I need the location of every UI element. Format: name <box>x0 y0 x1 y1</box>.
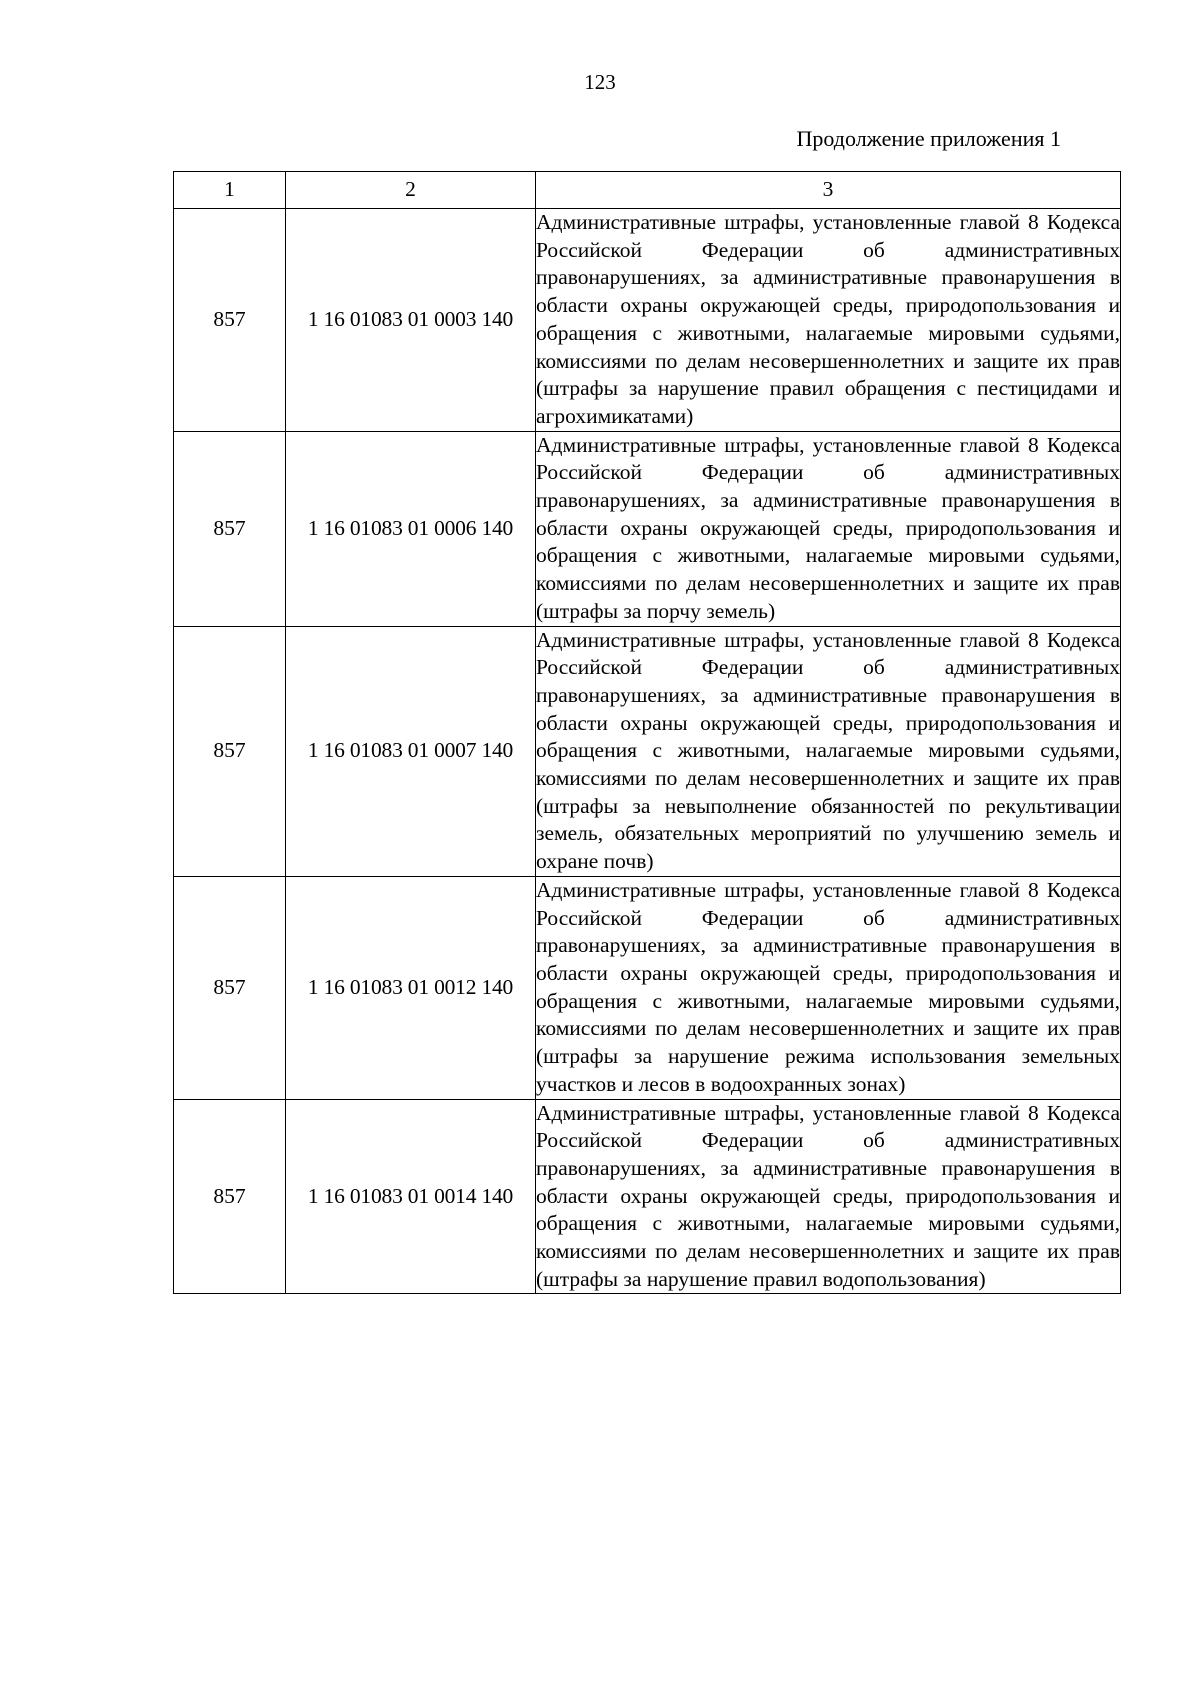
table-header <box>174 172 1121 209</box>
header-col-2: 2 <box>286 172 536 209</box>
table-row <box>174 431 1121 626</box>
header-col-1: 1 <box>174 172 286 209</box>
description-cell: Административные штрафы, установленные главой 8 Кодекса Российской Федерации об административных правонарушениях, за административные правонарушения в области охраны окружающей среды, природопользования и обращения с животными, налагаемые мировыми судьями, комиссиями по делам несовершеннолетних и защите их прав (штрафы за невыполнение обязанностей по рекультивации земель, обязательных мероприятий по улучшению земель и охране почв) <box>536 626 1121 876</box>
admin-code-cell: 857 <box>174 209 286 432</box>
description-cell: Административные штрафы, установленные главой 8 Кодекса Российской Федерации об административных правонарушениях, за административные правонарушения в области охраны окружающей среды, природопользования и обращения с животными, налагаемые мировыми судьями, комиссиями по делам несовершеннолетних и защите их прав (штрафы за порчу земель) <box>536 431 1121 626</box>
table-row <box>174 876 1121 1099</box>
header-row <box>174 172 1121 209</box>
income-code-cell: 1 16 01083 01 0007 140 <box>286 626 536 876</box>
continuation-label: Продолжение приложения 1 <box>796 126 1061 151</box>
admin-code-cell: 857 <box>174 431 286 626</box>
page-number: 123 <box>584 70 616 94</box>
income-code-cell: 1 16 01083 01 0012 140 <box>286 876 536 1099</box>
admin-code-cell: 857 <box>174 1099 286 1294</box>
table-row <box>174 626 1121 876</box>
income-code-cell: 1 16 01083 01 0006 140 <box>286 431 536 626</box>
income-code-cell: 1 16 01083 01 0014 140 <box>286 1099 536 1294</box>
description-cell: Административные штрафы, установленные главой 8 Кодекса Российской Федерации об административных правонарушениях, за административные правонарушения в области охраны окружающей среды, природопользования и обращения с животными, налагаемые мировыми судьями, комиссиями по делам несовершеннолетних и защите их прав (штрафы за нарушение правил водопользования) <box>536 1099 1121 1294</box>
table-row <box>174 1099 1121 1294</box>
table-body <box>174 209 1121 1294</box>
table-row <box>174 209 1121 432</box>
description-cell: Административные штрафы, установленные главой 8 Кодекса Российской Федерации об административных правонарушениях, за административные правонарушения в области охраны окружающей среды, природопользования и обращения с животными, налагаемые мировыми судьями, комиссиями по делам несовершеннолетних и защите их прав (штрафы за нарушение правил обращения с пестицидами и агрохимикатами) <box>536 209 1121 432</box>
budget-codes-table <box>173 171 1121 1294</box>
header-col-3: 3 <box>536 172 1121 209</box>
income-code-cell: 1 16 01083 01 0003 140 <box>286 209 536 432</box>
description-cell: Административные штрафы, установленные главой 8 Кодекса Российской Федерации об административных правонарушениях, за административные правонарушения в области охраны окружающей среды, природопользования и обращения с животными, налагаемые мировыми судьями, комиссиями по делам несовершеннолетних и защите их прав (штрафы за нарушение режима использования земельных участков и лесов в водоохранных зонах) <box>536 876 1121 1099</box>
admin-code-cell: 857 <box>174 876 286 1099</box>
admin-code-cell: 857 <box>174 626 286 876</box>
